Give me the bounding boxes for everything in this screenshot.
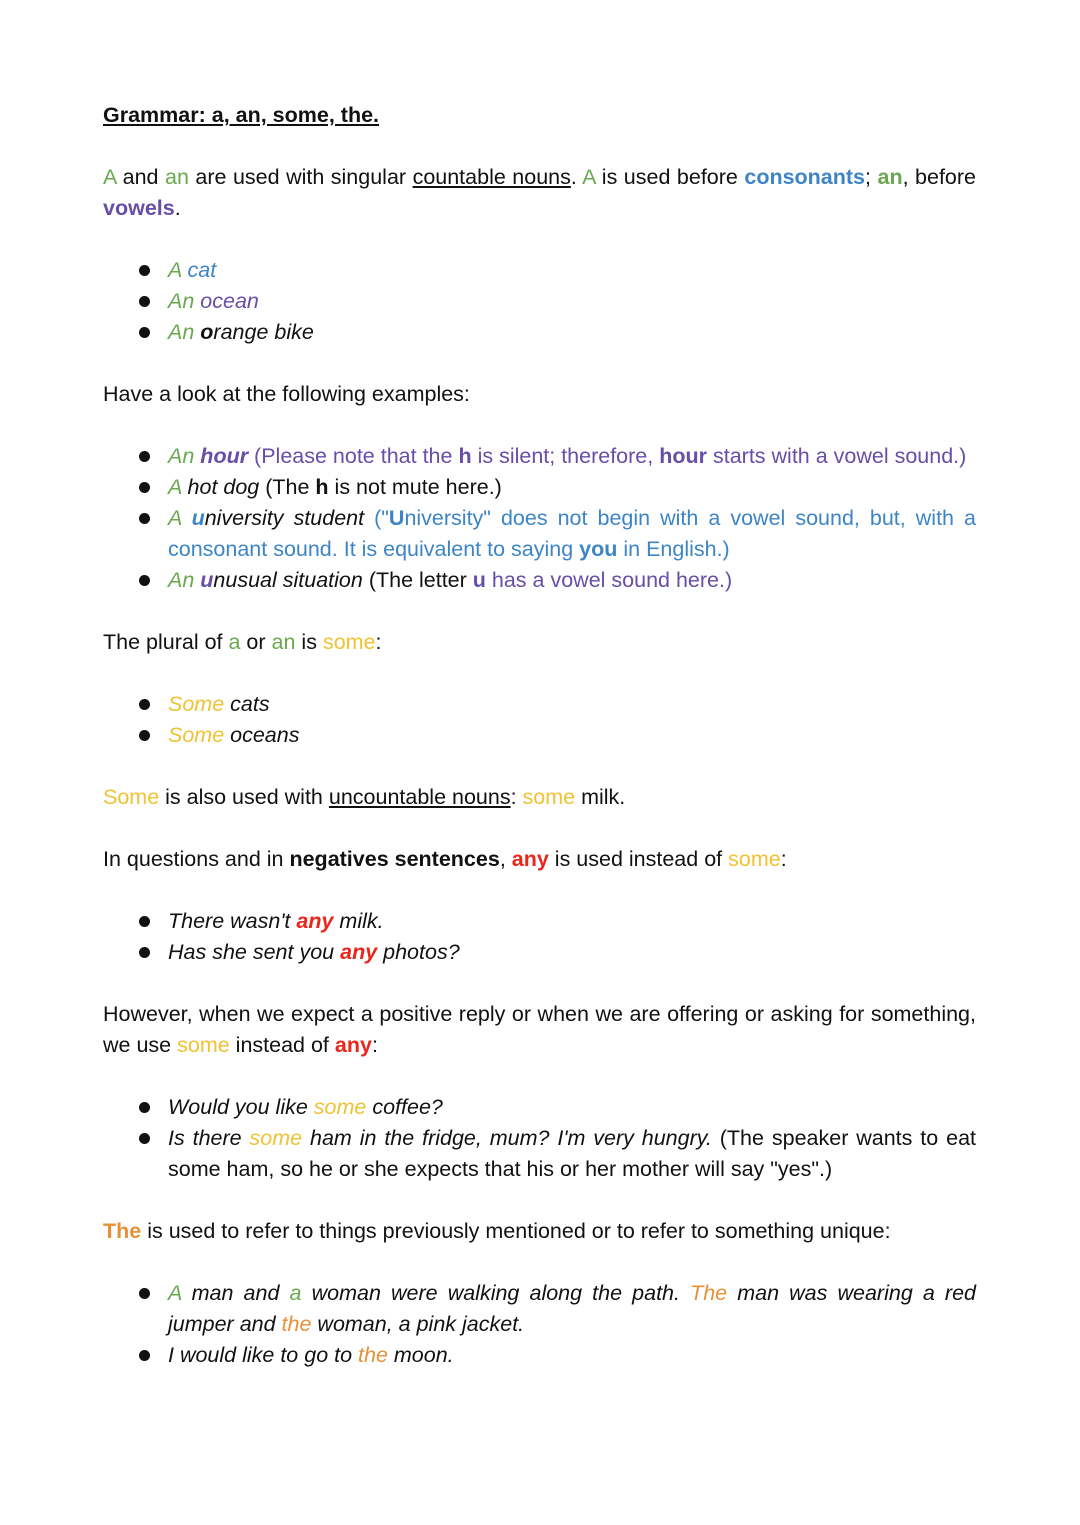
list-item	[168, 286, 976, 317]
list-item: Has she sent you any photos?	[168, 937, 976, 968]
plural-rule: The plural of a or an is some:	[103, 630, 382, 654]
text: ;	[865, 165, 878, 189]
note: starts with a vowel sound.)	[707, 444, 967, 468]
negatives-sentences: negatives sentences	[289, 847, 500, 871]
article: An	[168, 444, 195, 468]
word-rest: our	[213, 444, 249, 468]
article: An	[168, 568, 201, 592]
word: situation	[276, 568, 363, 592]
word: student	[283, 506, 365, 530]
list-item: Some oceans	[168, 720, 976, 751]
note: (Please note that the	[248, 444, 459, 468]
list-item: Some cats	[168, 689, 976, 720]
note: (The	[259, 475, 316, 499]
word-some: Some	[103, 785, 160, 809]
list-item: Would you like some coffee?	[168, 1092, 976, 1123]
word-the: The	[690, 1281, 728, 1305]
article-a: A	[582, 165, 596, 189]
word-rest: niversity	[204, 506, 284, 530]
note: (The letter	[362, 568, 473, 592]
article: A	[168, 475, 188, 499]
word-some: some	[313, 1095, 367, 1119]
however-rule: However, when we expect a positive reply or when we are offering or asking for something, we use some instead of any:	[103, 1002, 976, 1057]
list-item-hour	[168, 441, 976, 472]
uncountable-rule: Some is also used with uncountable nouns: some milk.	[103, 785, 626, 809]
text: .	[570, 165, 583, 189]
note: ("	[364, 506, 389, 530]
page-title: Grammar: a, an, some, the.	[103, 103, 380, 127]
word: hot dog	[187, 475, 260, 499]
list-item-university	[168, 503, 976, 565]
list-item	[168, 317, 976, 348]
article-a: a	[289, 1281, 302, 1305]
article-a: A	[103, 165, 117, 189]
note: niversity" does not begin with a vowel sound, but, with a consonant sound. It is equivalent to saying	[168, 506, 976, 561]
the-rule: The is used to refer to things previously mentioned or to refer to something unique:	[103, 1219, 891, 1243]
uncountable-nouns: uncountable nouns	[328, 785, 511, 809]
list-item: There wasn't any milk.	[168, 906, 976, 937]
list-item: A man and a woman were walking along the path. The man was wearing a red jumper and the woman, a pink jacket.	[168, 1278, 976, 1340]
note-h: h	[458, 444, 472, 468]
word-any: any	[334, 1033, 372, 1057]
article: A	[168, 506, 192, 530]
note: (The speaker wants to eat some ham, so he or she expects that his or her mother will say "yes".)	[168, 1126, 976, 1181]
word-any: any	[296, 909, 334, 933]
article-an: an	[165, 165, 189, 189]
first-letter: o	[200, 289, 213, 313]
article: An	[168, 289, 201, 313]
countable-nouns: countable nouns	[412, 165, 571, 189]
word-rest: at	[198, 258, 217, 282]
first-letter: c	[187, 258, 199, 282]
note-hour: hour	[659, 444, 707, 468]
article: A	[168, 258, 188, 282]
list-item: I would like to go to the moon.	[168, 1340, 976, 1371]
word-the: the	[358, 1343, 388, 1367]
word-some: some	[322, 630, 376, 654]
note: in English.)	[617, 537, 730, 561]
list-item: Is there some ham in the fridge, mum? I'm very hungry. (The speaker wants to eat some ham, so he or she expects that his or her mother will say "yes".)	[168, 1123, 976, 1185]
text: and	[116, 165, 165, 189]
word-some: some	[522, 785, 576, 809]
word-some: some	[728, 847, 781, 871]
word-some: Some	[168, 692, 225, 716]
list-item	[168, 255, 976, 286]
examples-intro: Have a look at the following examples:	[103, 382, 470, 406]
consonants-word: consonants	[744, 165, 866, 189]
list-item-unusual	[168, 565, 976, 596]
note-u: U	[388, 506, 405, 530]
note-you: you	[579, 537, 618, 561]
text: is used before	[595, 165, 745, 189]
vowels-word: vowels	[103, 196, 175, 220]
word-the: the	[281, 1312, 312, 1336]
article: An	[168, 320, 201, 344]
word-rest: cean	[212, 289, 259, 313]
word-some: Some	[168, 723, 225, 747]
basic-examples-list	[103, 255, 976, 348]
article-a-an-rule	[103, 162, 976, 224]
note-u: u	[472, 568, 486, 592]
article-a: A	[168, 1281, 182, 1305]
word-rest: nusual	[213, 568, 277, 592]
first-letter: u	[200, 568, 214, 592]
following-examples-list	[103, 441, 976, 596]
article-an: an	[271, 630, 296, 654]
word-rest: range bike	[213, 320, 314, 344]
word-any: any	[511, 847, 549, 871]
silent-h: h	[200, 444, 214, 468]
note: has a vowel sound here.)	[485, 568, 733, 592]
list-item-hot-dog	[168, 472, 976, 503]
note-h: h	[315, 475, 329, 499]
some-offer-examples-list	[103, 1092, 976, 1185]
text: .	[174, 196, 181, 220]
word-the: The	[103, 1219, 142, 1243]
word-some: some	[249, 1126, 303, 1150]
note: is silent; therefore,	[471, 444, 660, 468]
note: is not mute here.)	[328, 475, 502, 499]
the-examples-list	[103, 1278, 976, 1371]
first-letter: o	[200, 320, 214, 344]
questions-rule: In questions and in negatives sentences, any is used instead of some:	[103, 847, 787, 871]
any-examples-list	[103, 906, 976, 968]
plural-examples-list	[103, 689, 976, 751]
article-an: an	[877, 165, 903, 189]
article-a: a	[228, 630, 241, 654]
text: , before	[902, 165, 976, 189]
text: are used with singular	[188, 165, 413, 189]
word-any: any	[340, 940, 378, 964]
first-letter: u	[191, 506, 205, 530]
word-some: some	[177, 1033, 230, 1057]
